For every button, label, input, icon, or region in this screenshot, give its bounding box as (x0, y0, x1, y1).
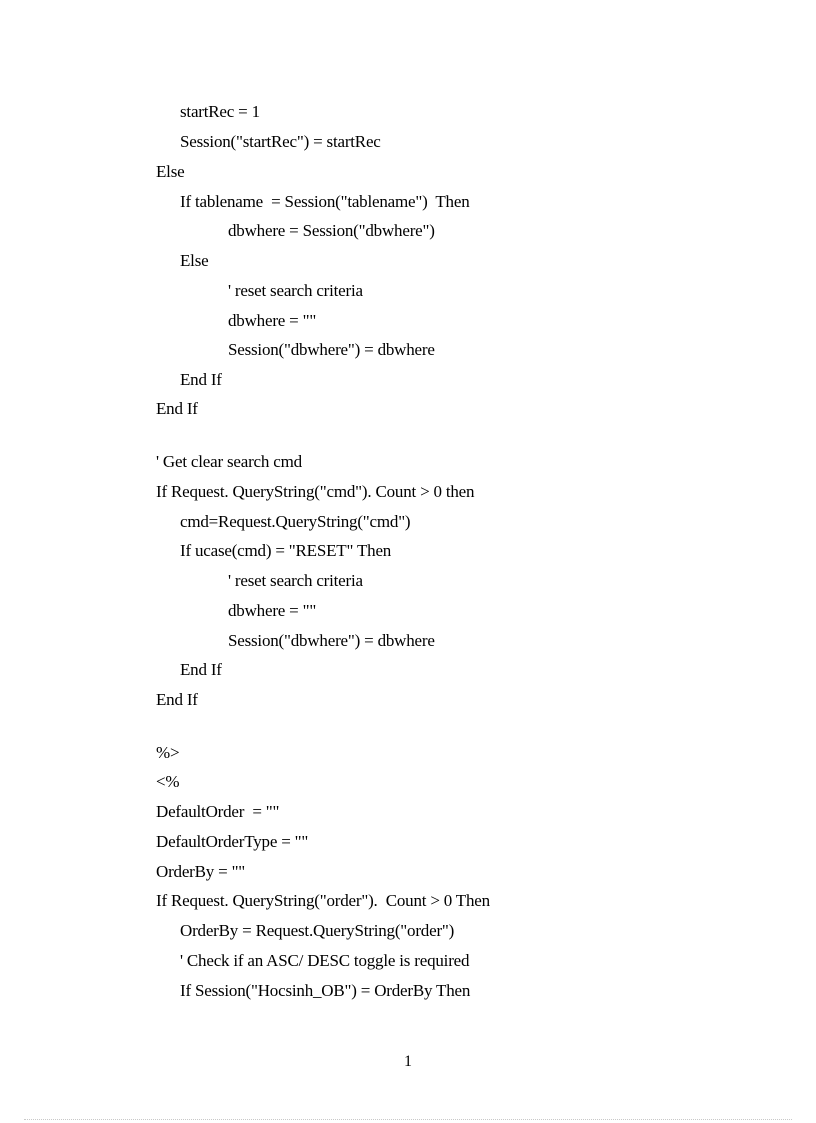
code-line: OrderBy = Request.QueryString("order") (180, 921, 455, 940)
code-line: If ucase(cmd) = "RESET" Then (180, 541, 392, 560)
code-line: ' reset search criteria (228, 571, 363, 590)
code-line: ' Check if an ASC/ DESC toggle is required (180, 951, 470, 970)
code-line: Session("startRec") = startRec (180, 132, 381, 151)
code-line: DefaultOrderType = "" (156, 832, 309, 851)
code-line: dbwhere = Session("dbwhere") (228, 221, 435, 240)
code-line: ' Get clear search cmd (156, 452, 302, 471)
code-line: <% (156, 772, 180, 791)
code-line: %> (156, 743, 180, 762)
code-line: If tablename = Session("tablename") Then (180, 192, 470, 211)
code-line: If Session("Hocsinh_OB") = OrderBy Then (180, 981, 471, 1000)
code-line: End If (180, 370, 222, 389)
code-line: End If (180, 660, 222, 679)
code-line: If Request. QueryString("cmd"). Count > 0 then (156, 482, 475, 501)
code-line: DefaultOrder = "" (156, 802, 280, 821)
code-line: End If (156, 399, 198, 418)
code-line: cmd=Request.QueryString("cmd") (180, 512, 411, 531)
code-line: OrderBy = "" (156, 862, 246, 881)
page-bottom-divider (24, 1119, 792, 1120)
code-line: Else (156, 162, 185, 181)
code-line: dbwhere = "" (228, 311, 317, 330)
code-line: If Request. QueryString("order"). Count > 0 Then (156, 891, 490, 910)
code-line: Session("dbwhere") = dbwhere (228, 631, 435, 650)
code-line: dbwhere = "" (228, 601, 317, 620)
code-line: Session("dbwhere") = dbwhere (228, 340, 435, 359)
code-line: Else (180, 251, 209, 270)
code-line: startRec = 1 (180, 102, 260, 121)
code-line: ' reset search criteria (228, 281, 363, 300)
page-number: 1 (404, 1053, 412, 1070)
code-line: End If (156, 690, 198, 709)
